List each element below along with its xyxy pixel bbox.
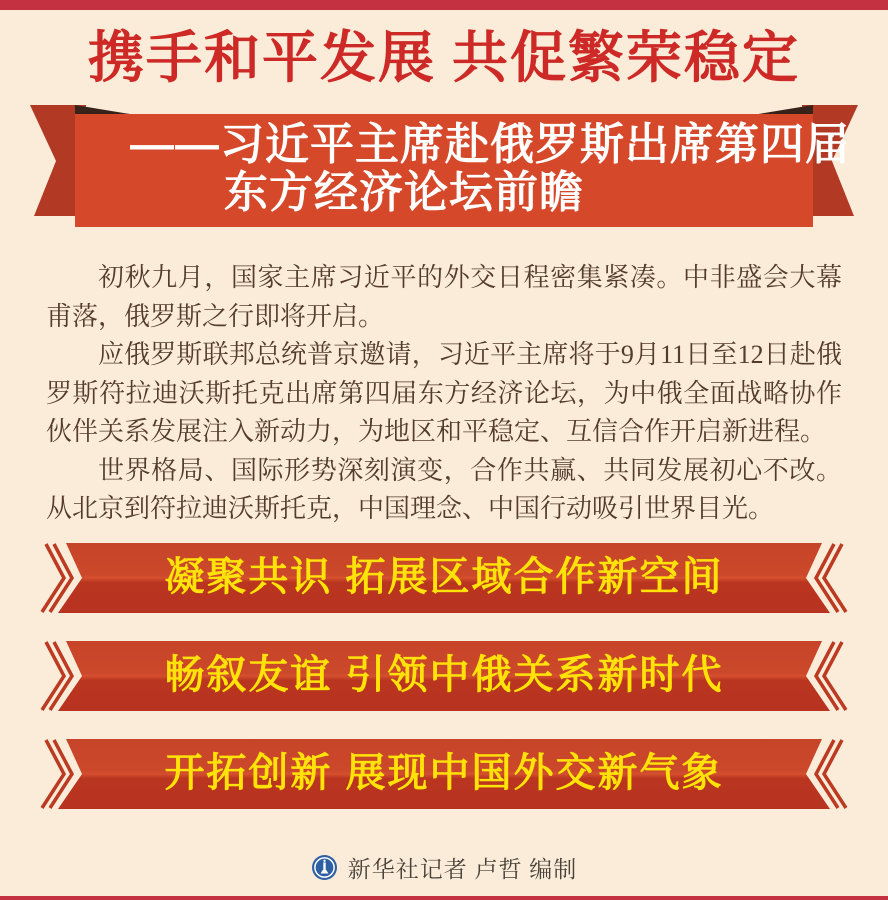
page-title: 携手和平发展 共促繁荣稳定: [88, 28, 800, 90]
highlight-banner-1: [0, 541, 888, 615]
banner-3-label: 开拓创新 展现中国外交新气象: [164, 751, 724, 795]
article-body: [46, 259, 842, 529]
highlight-banner-2: [0, 639, 888, 713]
article-paragraph-2: 应俄罗斯联邦总统普京邀请，习近平主席将于9月11日至12日赴俄罗斯符拉迪沃斯托克出席第四届东方经济论坛，为中俄全面战略协作伙伴关系发展注入新动力，为地区和平稳定、互信合作开启新进程。: [46, 340, 842, 446]
article-paragraph-3: 世界格局、国际形势深刻演变，合作共赢、共同发展初心不改。从北京到符拉迪沃斯托克，中国理念、中国行动吸引世界目光。: [46, 455, 842, 523]
subtitle-line-1: ——习近平主席赴俄罗斯出席第四届: [130, 120, 850, 169]
subtitle-ribbon: [0, 100, 888, 232]
bottom-border-stripe: [0, 896, 888, 900]
highlight-banner-3: [0, 737, 888, 811]
xinhua-logo-icon: [311, 854, 338, 881]
banner-1-label: 凝聚共识 拓展区域合作新空间: [164, 555, 724, 599]
subtitle-line-2: 东方经济论坛前瞻: [224, 168, 584, 217]
banner-2-label: 畅叙友谊 引领中俄关系新时代: [164, 653, 724, 697]
footer: [0, 851, 888, 884]
article-paragraph-1: 初秋九月，国家主席习近平的外交日程密集紧凑。中非盛会大幕甫落，俄罗斯之行即将开启。: [46, 263, 842, 331]
top-border-stripe: [0, 0, 888, 10]
footer-credit: 新华社记者 卢哲 编制: [347, 857, 578, 882]
